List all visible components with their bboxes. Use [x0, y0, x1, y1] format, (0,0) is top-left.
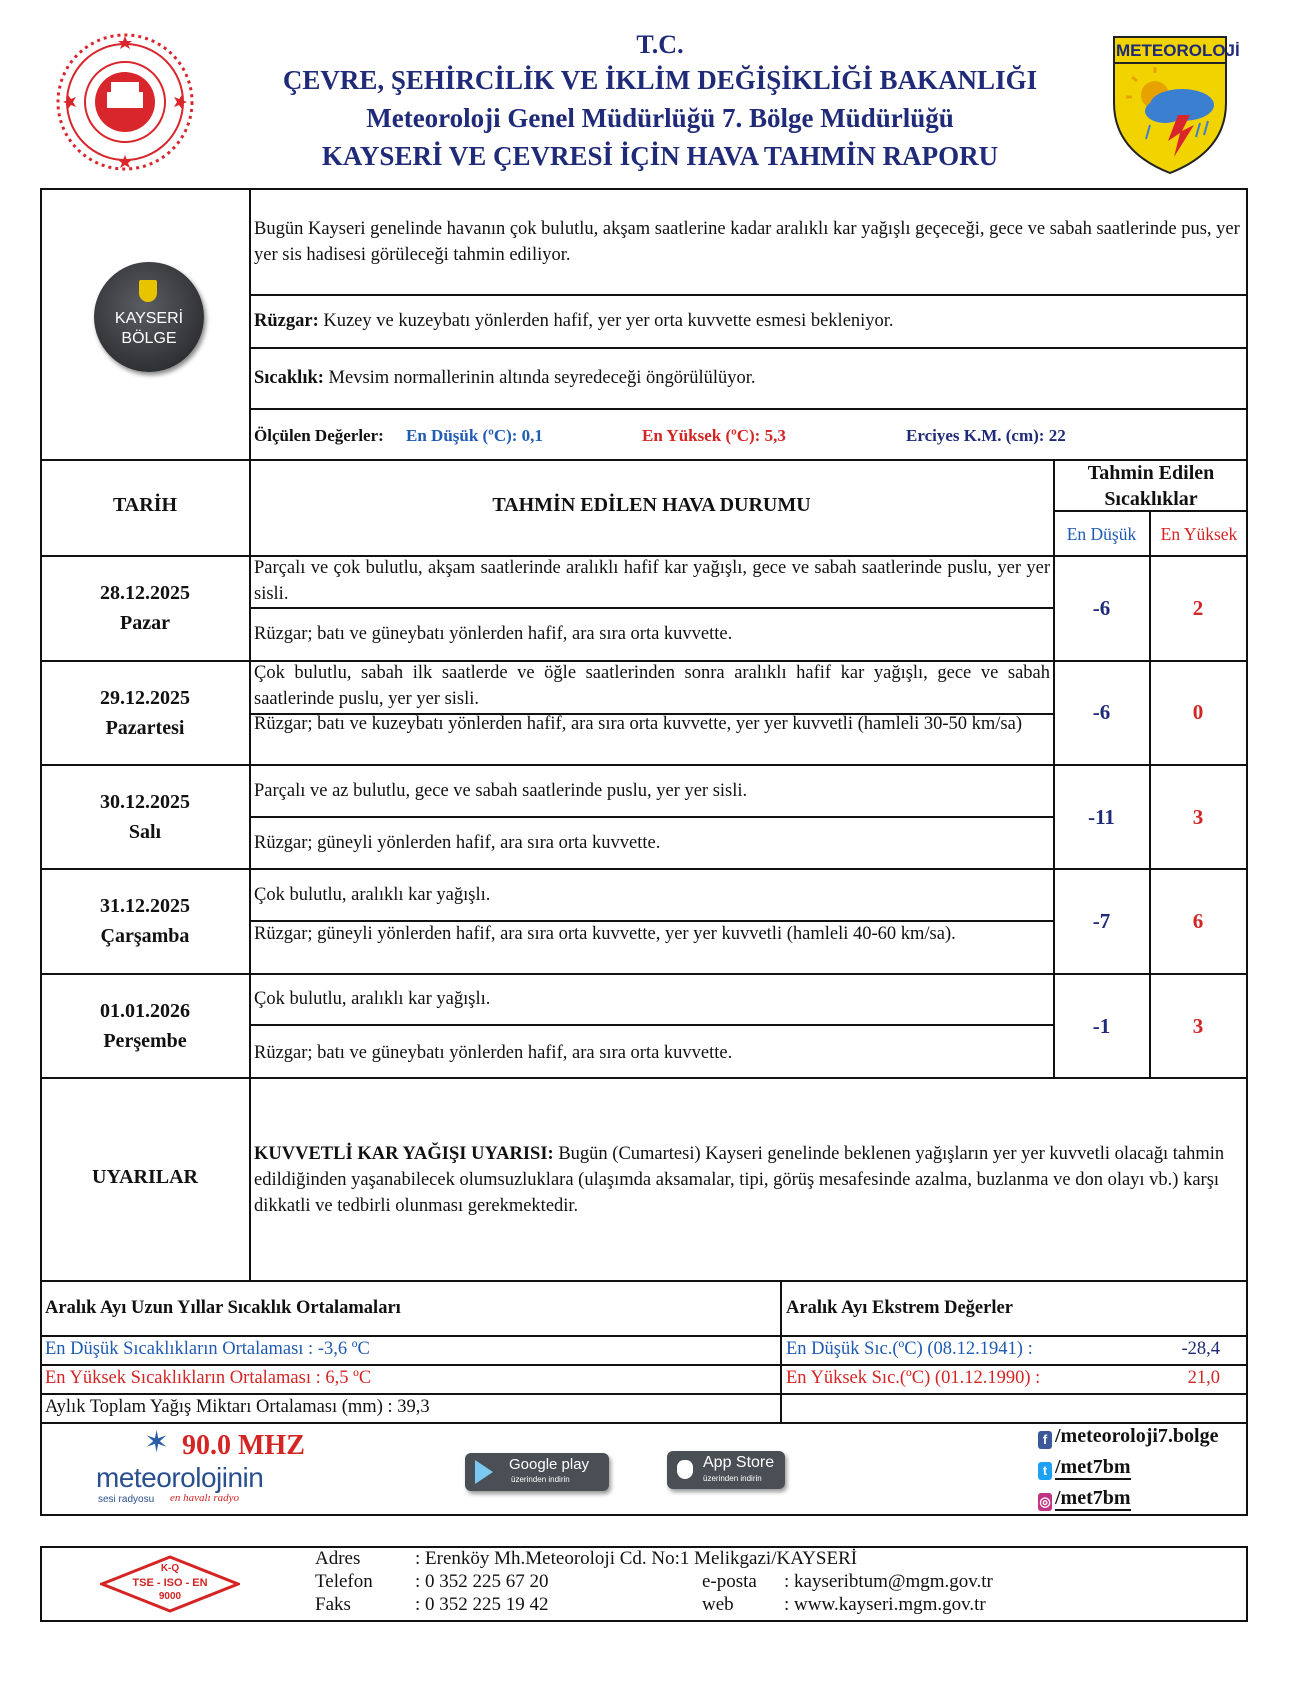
google-play-sub: üzerinden indirin — [511, 1475, 570, 1484]
summary-temp — [254, 365, 1244, 391]
play-icon — [475, 1460, 493, 1484]
forecast-min: -11 — [1088, 805, 1115, 829]
forecast-date: 01.01.2026 — [100, 1000, 190, 1022]
col-header-date: TARİH — [112, 494, 178, 516]
forecast-wind: Rüzgar; batı ve kuzeybatı yönlerden hafif, ara sıra orta kuvvette, yer yer kuvvetli (hamleli 30-50 km/sa) — [254, 714, 1022, 734]
meteoroloji-logo — [1110, 33, 1240, 175]
climate-ext-min-label: En Düşük Sıc.(ºC) (08.12.1941) : — [786, 1339, 1033, 1359]
forecast-wind: Rüzgar; güneyli yönlerden hafif, ara sıra orta kuvvette. — [254, 833, 661, 853]
cert-line1: K-Q — [160, 1563, 180, 1574]
summary-wind-text: Kuzey ve kuzeybatı yönlerden hafif, yer yer orta kuvvette esmesi bekleniyor. — [323, 311, 894, 331]
col-header-min: En Düşük — [1066, 524, 1137, 544]
ministry-seal — [55, 32, 195, 172]
app-store-label: App Store — [703, 1454, 775, 1471]
header-ministry: ÇEVRE, ŞEHİRCİLİK VE İKLİM DEĞİŞİKLİĞİ BAKANLIĞI — [282, 65, 1038, 95]
forecast-wind: Rüzgar; batı ve güneybatı yönlerden hafif, ara sıra orta kuvvette. — [254, 1043, 733, 1063]
radio-frequency: 90.0 MHZ — [182, 1430, 305, 1461]
phone-value: : 0 352 225 67 20 — [415, 1571, 549, 1592]
climate-avg-max: En Yüksek Sıcaklıkların Ortalaması : 6,5 ºC — [45, 1368, 372, 1388]
climate-ext-max-label: En Yüksek Sıc.(ºC) (01.12.1990) : — [786, 1368, 1041, 1388]
facebook-handle: /meteoroloji7.bolge — [1055, 1425, 1219, 1447]
climate-right-title: Aralık Ayı Ekstrem Değerler — [786, 1298, 1013, 1318]
forecast-date: 31.12.2025 — [100, 895, 190, 917]
forecast-weather: Parçalı ve az bulutlu, gece ve sabah saatlerinde puslu, yer yer sisli. — [254, 781, 748, 801]
measured-label: Ölçülen Değerler: — [254, 426, 384, 445]
email-label: e-posta — [702, 1571, 757, 1592]
forecast-min: -6 — [1092, 596, 1111, 620]
radio-logo — [90, 1428, 330, 1510]
address-label: Adres — [315, 1548, 361, 1569]
summary-general: Bugün Kayseri genelinde havanın çok bulutlu, akşam saatlerine kadar aralıklı kar yağışlı geçeceği, gece ve sabah saatlerinde pus, yer yer sis hadisesi görüleceği tahmin ediliyor. — [254, 219, 1240, 265]
fax-label: Faks — [315, 1594, 351, 1615]
web-value[interactable]: : www.kayseri.mgm.gov.tr — [784, 1594, 986, 1615]
forecast-day: Salı — [128, 821, 162, 843]
summary-wind-label: Rüzgar: — [254, 311, 319, 331]
twitter-handle: /met7bm — [1055, 1456, 1131, 1478]
google-play-label: Google play — [509, 1456, 590, 1473]
measured-min: En Düşük (ºC): 0,1 — [406, 426, 543, 445]
forecast-max: 3 — [1192, 1014, 1204, 1038]
apple-icon — [677, 1460, 693, 1479]
forecast-min: -6 — [1092, 700, 1111, 724]
warnings-title: KUVVETLİ KAR YAĞIŞI UYARISI: — [254, 1144, 554, 1164]
col-header-weather: TAHMİN EDİLEN HAVA DURUMU — [492, 494, 811, 516]
cert-line3: 9000 — [158, 1591, 182, 1602]
forecast-weather: Çok bulutlu, aralıklı kar yağışlı. — [254, 989, 491, 1009]
twitter-link[interactable] — [1038, 1456, 1131, 1480]
forecast-day: Çarşamba — [100, 925, 190, 947]
shield-icon — [139, 280, 157, 302]
cert-line2: TSE - ISO - EN — [132, 1577, 208, 1589]
header-tc: T.C. — [636, 30, 684, 59]
climate-avg-precip: Aylık Toplam Yağış Miktarı Ortalaması (mm) : 39,3 — [45, 1397, 430, 1417]
twitter-icon: t — [1038, 1462, 1052, 1480]
forecast-max: 0 — [1192, 700, 1204, 724]
email-value[interactable]: : kayseribtum@mgm.gov.tr — [784, 1571, 993, 1592]
region-logo — [94, 262, 204, 372]
web-label: web — [702, 1594, 734, 1615]
forecast-max: 3 — [1192, 805, 1204, 829]
forecast-min: -7 — [1092, 909, 1111, 933]
forecast-day: Pazar — [120, 612, 170, 634]
warnings-text: Bugün (Cumartesi) Kayseri genelinde beklenen yağışların yer yer kuvvetli olacağı tahmin edildiğinden yaşanabilecek olumsuzluklara (ulaşımda aksamalar, tipi, görüş mesafesinde azalma, buzlanma ve don olayı vb.) karşı dikkatli ve tedbirli olunması gerekmektedir. — [254, 1144, 1225, 1216]
facebook-link[interactable] — [1038, 1425, 1218, 1449]
summary-temp-label: Sıcaklık: — [254, 368, 324, 388]
facebook-icon: f — [1038, 1431, 1052, 1449]
radio-name: meteorolojinin — [96, 1462, 264, 1493]
forecast-min: -1 — [1092, 1014, 1111, 1038]
measured-max: En Yüksek (ºC): 5,3 — [642, 426, 786, 445]
forecast-max: 2 — [1192, 596, 1204, 620]
star-icon: ✶ — [144, 1426, 170, 1459]
google-play-button[interactable] — [465, 1453, 609, 1491]
forecast-wind: Rüzgar; batı ve güneybatı yönlerden hafif, ara sıra orta kuvvette. — [254, 624, 733, 644]
climate-ext-max-value: 21,0 — [1187, 1368, 1220, 1388]
region-logo-line1: KAYSERİ — [114, 310, 184, 327]
instagram-icon: ◎ — [1039, 1494, 1051, 1509]
col-header-temps: Tahmin Edilen Sıcaklıklar — [1087, 462, 1215, 510]
forecast-day: Perşembe — [103, 1030, 187, 1052]
forecast-weather: Parçalı ve çok bulutlu, akşam saatlerinde aralıklı hafif kar yağışlı, gece ve sabah saatlerinde puslu, yer yer sisli. — [254, 558, 1050, 604]
forecast-weather: Çok bulutlu, aralıklı kar yağışlı. — [254, 885, 491, 905]
forecast-weather: Çok bulutlu, sabah ilk saatlerde ve öğle saatlerinden sonra aralıklı hafif kar yağışlı, gece ve sabah saatlerinde puslu, yer yer sisli. — [254, 663, 1050, 709]
header-directorate: Meteoroloji Genel Müdürlüğü 7. Bölge Müdürlüğü — [366, 103, 954, 133]
climate-ext-min-value: -28,4 — [1181, 1339, 1220, 1359]
measured-snow: Erciyes K.M. (cm): 22 — [906, 426, 1066, 445]
forecast-date: 30.12.2025 — [100, 791, 190, 813]
phone-label: Telefon — [315, 1571, 373, 1592]
warnings-body — [254, 1141, 1244, 1219]
forecast-day: Pazartesi — [105, 717, 185, 739]
app-store-button[interactable] — [667, 1451, 785, 1489]
radio-slogan: en havalı radyo — [170, 1492, 240, 1504]
climate-avg-min: En Düşük Sıcaklıkların Ortalaması : -3,6 ºC — [45, 1339, 370, 1359]
page-title: KAYSERİ VE ÇEVRESİ İÇİN HAVA TAHMİN RAPORU — [321, 141, 999, 171]
certification-logo — [100, 1555, 240, 1613]
warnings-label: UYARILAR — [92, 1166, 198, 1188]
forecast-date: 29.12.2025 — [100, 687, 190, 709]
forecast-max: 6 — [1192, 909, 1204, 933]
app-store-sub: üzerinden indirin — [703, 1474, 762, 1483]
col-header-max: En Yüksek — [1160, 524, 1238, 544]
region-logo-line2: BÖLGE — [121, 330, 177, 347]
fax-value: : 0 352 225 19 42 — [415, 1594, 549, 1615]
instagram-link[interactable] — [1038, 1487, 1131, 1511]
address-value: : Erenköy Mh.Meteoroloji Cd. No:1 Melikgazi/KAYSERİ — [415, 1548, 858, 1569]
instagram-handle: /met7bm — [1055, 1487, 1131, 1509]
meteoroloji-logo-text: METEOROLOJİ — [1116, 41, 1240, 60]
summary-wind — [254, 308, 1244, 334]
radio-sub: sesi radyosu — [98, 1494, 155, 1505]
forecast-wind: Rüzgar; güneyli yönlerden hafif, ara sıra orta kuvvette, yer yer kuvvetli (hamleli 40-60 km/sa). — [254, 924, 956, 944]
summary-temp-text: Mevsim normallerinin altında seyredeceği öngörülülüyor. — [328, 368, 756, 388]
climate-left-title: Aralık Ayı Uzun Yıllar Sıcaklık Ortalamaları — [45, 1298, 401, 1318]
forecast-date: 28.12.2025 — [100, 582, 190, 604]
